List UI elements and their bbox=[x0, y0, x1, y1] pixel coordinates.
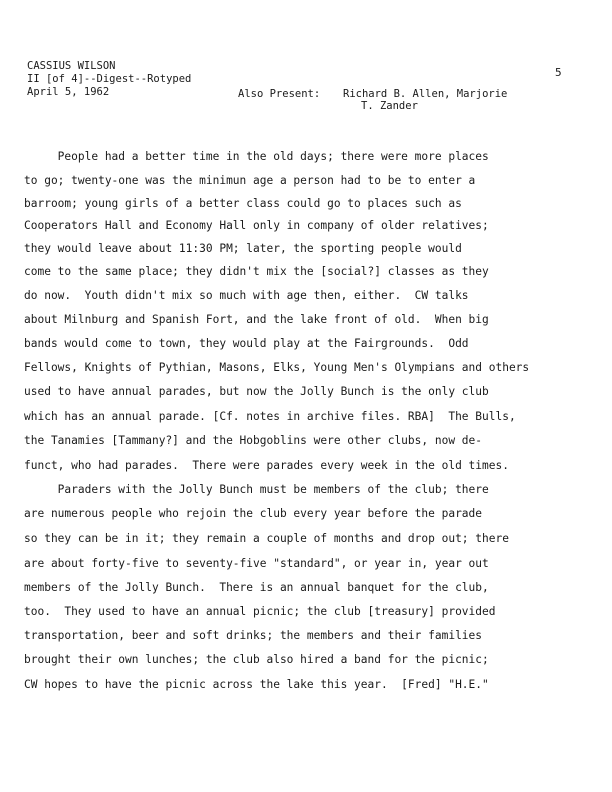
also-present-label: Also Present: bbox=[238, 88, 321, 100]
interviewee-name: CASSIUS WILSON bbox=[27, 60, 116, 72]
body-line: Fellows, Knights of Pythian, Masons, Elks, Young Men's Olympians and others bbox=[24, 361, 530, 374]
body-line: too. They used to have an annual picnic; the club [treasury] provided bbox=[24, 605, 496, 618]
body-line: funct, who had parades. There were parades every week in the old times. bbox=[24, 459, 509, 472]
body-line: about Milnburg and Spanish Fort, and the lake front of old. When big bbox=[24, 313, 489, 326]
body-line: CW hopes to have the picnic across the lake this year. [Fred] "H.E." bbox=[24, 678, 489, 691]
body-line: so they can be in it; they remain a couple of months and drop out; there bbox=[24, 532, 509, 545]
series-label: II [of 4]--Digest--Rotyped bbox=[27, 73, 192, 85]
body-line: brought their own lunches; the club also hired a band for the picnic; bbox=[24, 653, 489, 666]
body-line: bands would come to town, they would play at the Fairgrounds. Odd bbox=[24, 337, 469, 350]
body-line: to go; twenty-one was the minimun age a person had to be to enter a bbox=[24, 174, 476, 187]
body-line: they would leave about 11:30 PM; later, the sporting people would bbox=[24, 242, 462, 255]
body-line: are about forty-five to seventy-five "standard", or year in, year out bbox=[24, 557, 489, 570]
interview-date: April 5, 1962 bbox=[27, 86, 110, 98]
body-line: come to the same place; they didn't mix the [social?] classes as they bbox=[24, 265, 489, 278]
body-line: used to have annual parades, but now the Jolly Bunch is the only club bbox=[24, 385, 489, 398]
page-number: 5 bbox=[555, 66, 562, 79]
also-present-names-line2: T. Zander bbox=[361, 100, 418, 112]
body-line: members of the Jolly Bunch. There is an annual banquet for the club, bbox=[24, 581, 489, 594]
body-line: do now. Youth didn't mix so much with age then, either. CW talks bbox=[24, 289, 469, 302]
body-line: transportation, beer and soft drinks; the members and their families bbox=[24, 629, 483, 642]
body-line: Cooperators Hall and Economy Hall only in company of older relatives; bbox=[24, 219, 489, 232]
body-line: barroom; young girls of a better class could go to places such as bbox=[24, 197, 462, 210]
body-line: People had a better time in the old days; there were more places bbox=[24, 150, 489, 163]
body-line: the Tanamies [Tammany?] and the Hobgoblins were other clubs, now de- bbox=[24, 434, 483, 447]
body-line: Paraders with the Jolly Bunch must be members of the club; there bbox=[24, 483, 489, 496]
also-present-names-line1: Richard B. Allen, Marjorie bbox=[343, 88, 508, 100]
body-line: are numerous people who rejoin the club every year before the parade bbox=[24, 507, 483, 520]
body-line: which has an annual parade. [Cf. notes in archive files. RBA] The Bulls, bbox=[24, 410, 516, 423]
